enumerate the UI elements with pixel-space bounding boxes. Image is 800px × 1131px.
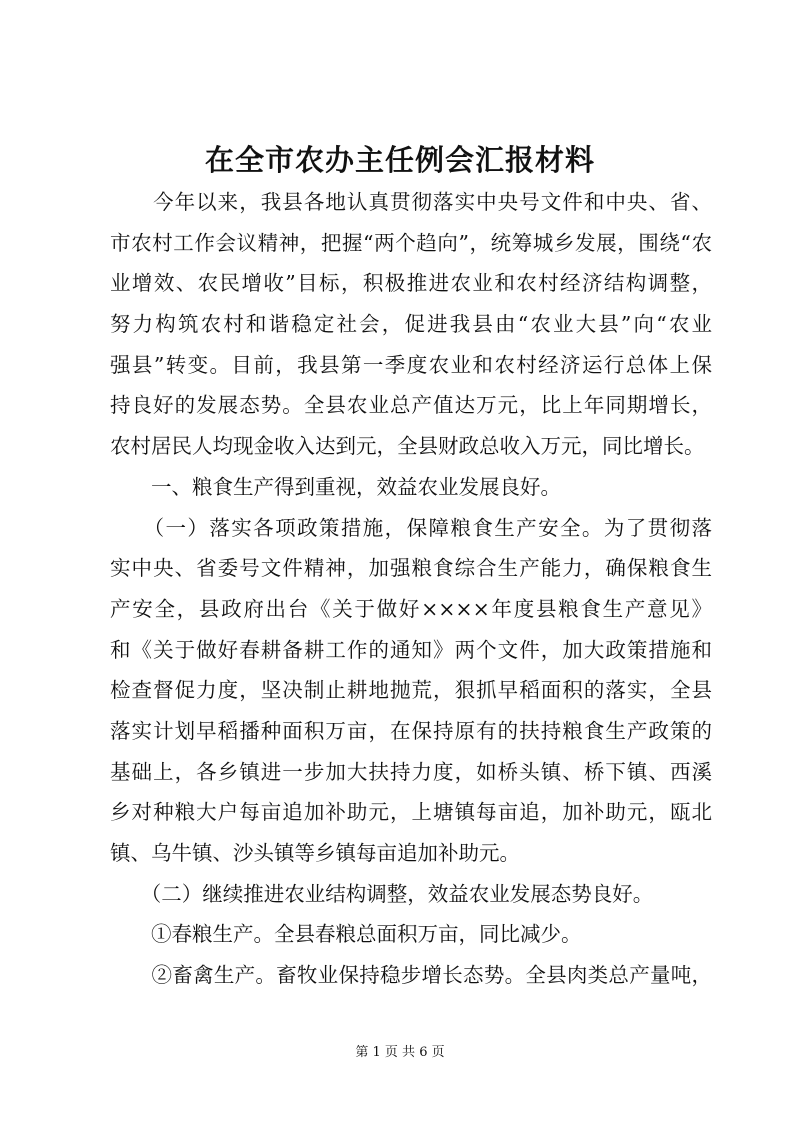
- document-body: [110, 182, 712, 996]
- body-line: 乡对种粮大户每亩追加补助元，上塘镇每亩追，加补助元，瓯北: [110, 800, 712, 825]
- body-line: （一）落实各项政策措施，保障粮食生产安全。为了贯彻落: [110, 515, 712, 540]
- body-line: 镇、乌牛镇、沙头镇等乡镇每亩追加补助元。: [110, 841, 520, 865]
- body-line: 努力构筑农村和谐稳定社会，促进我县由“农业大县”向“农业: [110, 312, 712, 337]
- body-line: 实中央、省委号文件精神，加强粮食综合生产能力，确保粮食生: [110, 556, 712, 581]
- body-line: ②畜禽生产。畜牧业保持稳步增长态势。全县肉类总产量吨，: [110, 963, 712, 988]
- document-title: 在全市农办主任例会汇报材料: [204, 143, 595, 177]
- body-line: 持良好的发展态势。全县农业总产值达万元，比上年同期增长，: [110, 393, 712, 418]
- body-line: 一、粮食生产得到重视，效益农业发展良好。: [110, 474, 561, 499]
- body-line: 产安全，县政府出台《关于做好××××年度县粮食生产意见》: [110, 596, 712, 621]
- body-line: 农村居民人均现金收入达到元，全县财政总收入万元，同比增长。: [110, 434, 705, 459]
- body-line: 和《关于做好春耕备耕工作的通知》两个文件，加大政策措施和: [110, 637, 712, 662]
- body-line: 基础上，各乡镇进一步加大扶持力度，如桥头镇、桥下镇、西溪: [110, 759, 712, 784]
- body-line: 业增效、农民增收”目标，积极推进农业和农村经济结构调整，: [110, 271, 712, 296]
- body-line: ①春粮生产。全县春粮总面积万亩，同比减少。: [110, 922, 582, 947]
- body-line: 落实计划早稻播种面积万亩，在保持原有的扶持粮食生产政策的: [110, 718, 712, 743]
- body-line: 检查督促力度，坚决制止耕地抛荒，狠抓早稻面积的落实，全县: [110, 678, 712, 703]
- body-line: 市农村工作会议精神，把握“两个趋向”，统筹城乡发展，围绕“农: [110, 230, 712, 255]
- body-line: 强县”转变。目前，我县第一季度农业和农村经济运行总体上保: [110, 352, 712, 377]
- page-footer: 第 1 页 共 6 页: [355, 1045, 445, 1060]
- body-line: （二）继续推进农业结构调整，效益农业发展态势良好。: [110, 881, 654, 906]
- body-line: 今年以来，我县各地认真贯彻落实中央号文件和中央、省、: [110, 190, 712, 214]
